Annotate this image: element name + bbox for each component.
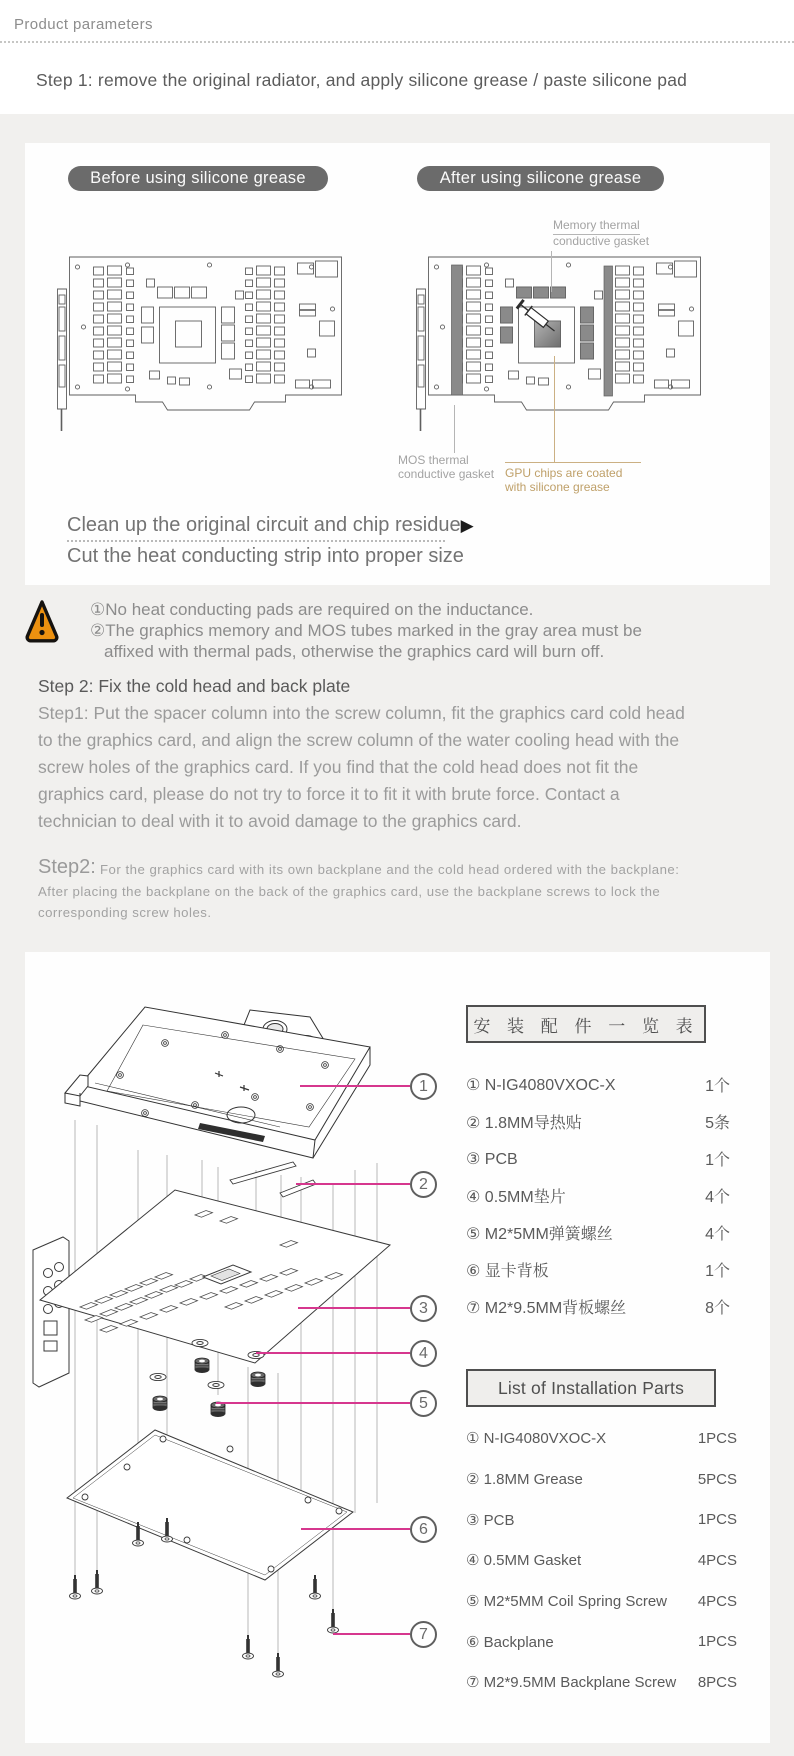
play-arrow-icon: ▶ [460,516,474,535]
memory-leader-line [551,251,552,292]
parts-row-cn-2: ② 1.8MM导热贴 5条 [466,1115,730,1132]
callout-circle-6: 6 [410,1516,437,1543]
parts-row-cn-5: ⑤ M2*5MM弹簧螺丝 4个 [466,1226,730,1243]
mos-gasket-label: MOS thermal conductive gasket [398,453,495,481]
silicone-grease-panel [25,143,770,585]
mos-leader-line [454,405,455,453]
clean-instruction: Clean up the original circuit and chip residue▶ [67,514,474,536]
step2b-line2: After placing the backplane on the back of the graphics card, use the backplane screws to lock the [38,884,661,899]
parts-row-cn-4: ④ 0.5MM垫片 4个 [466,1189,730,1206]
clean-instruction-underline [67,540,445,542]
parts-row-cn-7: ⑦ M2*9.5MM背板螺丝 8个 [466,1300,730,1317]
cut-instruction: Cut the heat conducting strip into proper size [67,545,464,567]
parts-row-en-1: ① N-IG4080VXOC-X 1PCS [466,1429,737,1448]
pcb-part [40,1190,390,1363]
parts-list-title-en: List of Installation Parts [466,1369,716,1407]
backplane-part [67,1430,353,1580]
parts-row-en-5: ⑤ M2*5MM Coil Spring Screw 4PCS [466,1592,737,1611]
gpu-leader-line-h [505,462,641,463]
memory-gasket-label: Memory thermal conductive gasket [553,218,650,248]
gpu-grease-label: GPU chips are coated with silicone grease [505,466,623,494]
callout-circle-4: 4 [410,1340,437,1367]
parts-list-title-cn: 安 装 配 件 一 览 表 [466,1005,706,1043]
step1-heading: Step 1: remove the original radiator, and apply silicone grease / paste silicone pad [36,70,688,90]
parts-row-en-4: ④ 0.5MM Gasket 4PCS [466,1551,737,1570]
step2-heading: Step 2: Fix the cold head and back plate [38,676,351,696]
callout-line-6 [301,1528,410,1530]
callout-line-7 [333,1633,410,1635]
parts-row-cn-1: ① N-IG4080VXOC-X 1个 [466,1076,730,1095]
step2b-line1: For the graphics card with its own backplane and the cold head ordered with the backplane: [100,862,680,877]
gpu-leader-line-v [554,356,555,462]
parts-row-en-7: ⑦ M2*9.5MM Backplane Screw 8PCS [466,1673,737,1692]
warning-line-2: ②The graphics memory and MOS tubes marked in the gray area must be [90,621,642,640]
step2-para1-line4: graphics card, please do not try to force it to fit it with brute force. Contact a [38,784,620,804]
step2b-label: Step2: [38,856,96,878]
callout-circle-3: 3 [410,1295,437,1322]
parts-row-cn-6: ⑥ 显卡背板 1个 [466,1263,730,1280]
callout-circle-7: 7 [410,1621,437,1648]
badge-after-grease: After using silicone grease [417,166,664,191]
warning-line-3: affixed with thermal pads, otherwise the graphics card will burn off. [104,642,605,661]
water-block [65,1007,370,1158]
callout-circle-1: 1 [410,1073,437,1100]
pcb-after-diagram [406,249,711,439]
warning-triangle-icon [25,598,59,646]
page-title: Product parameters [14,16,153,33]
parts-list-cn [466,1066,730,1325]
callout-line-4 [256,1352,410,1354]
parts-row-en-3: ③ PCB 1PCS [466,1511,737,1529]
step2-para1-line3: screw holes of the graphics card. If you find that the cold head does not fit the [38,757,639,777]
step2b-line3: corresponding screw holes. [38,905,212,920]
step2-para1-line1: Step1: Put the spacer column into the screw column, fit the graphics card cold head [38,703,685,723]
header-divider [0,41,794,43]
exploded-view-diagram [25,955,425,1745]
step2-para1-line2: to the graphics card, and align the screw column of the water cooling head with the [38,730,680,750]
callout-line-3 [298,1307,410,1309]
callout-circle-2: 2 [410,1171,437,1198]
callout-line-2 [296,1183,410,1185]
io-bracket [33,1237,69,1387]
warning-line-1: ①No heat conducting pads are required on the inductance. [90,600,534,619]
parts-row-en-2: ② 1.8MM Grease 5PCS [466,1470,737,1489]
callout-line-5 [216,1402,410,1404]
step2-para1-line5: technician to deal with it to avoid damage to the graphics card. [38,811,522,831]
parts-row-cn-3: ③ PCB 1个 [466,1150,730,1169]
pcb-before-diagram [47,249,352,439]
parts-row-en-6: ⑥ Backplane 1PCS [466,1633,737,1651]
callout-circle-5: 5 [410,1390,437,1417]
callout-line-1 [300,1085,410,1087]
parts-list-en [466,1418,737,1703]
badge-before-grease: Before using silicone grease [68,166,328,191]
